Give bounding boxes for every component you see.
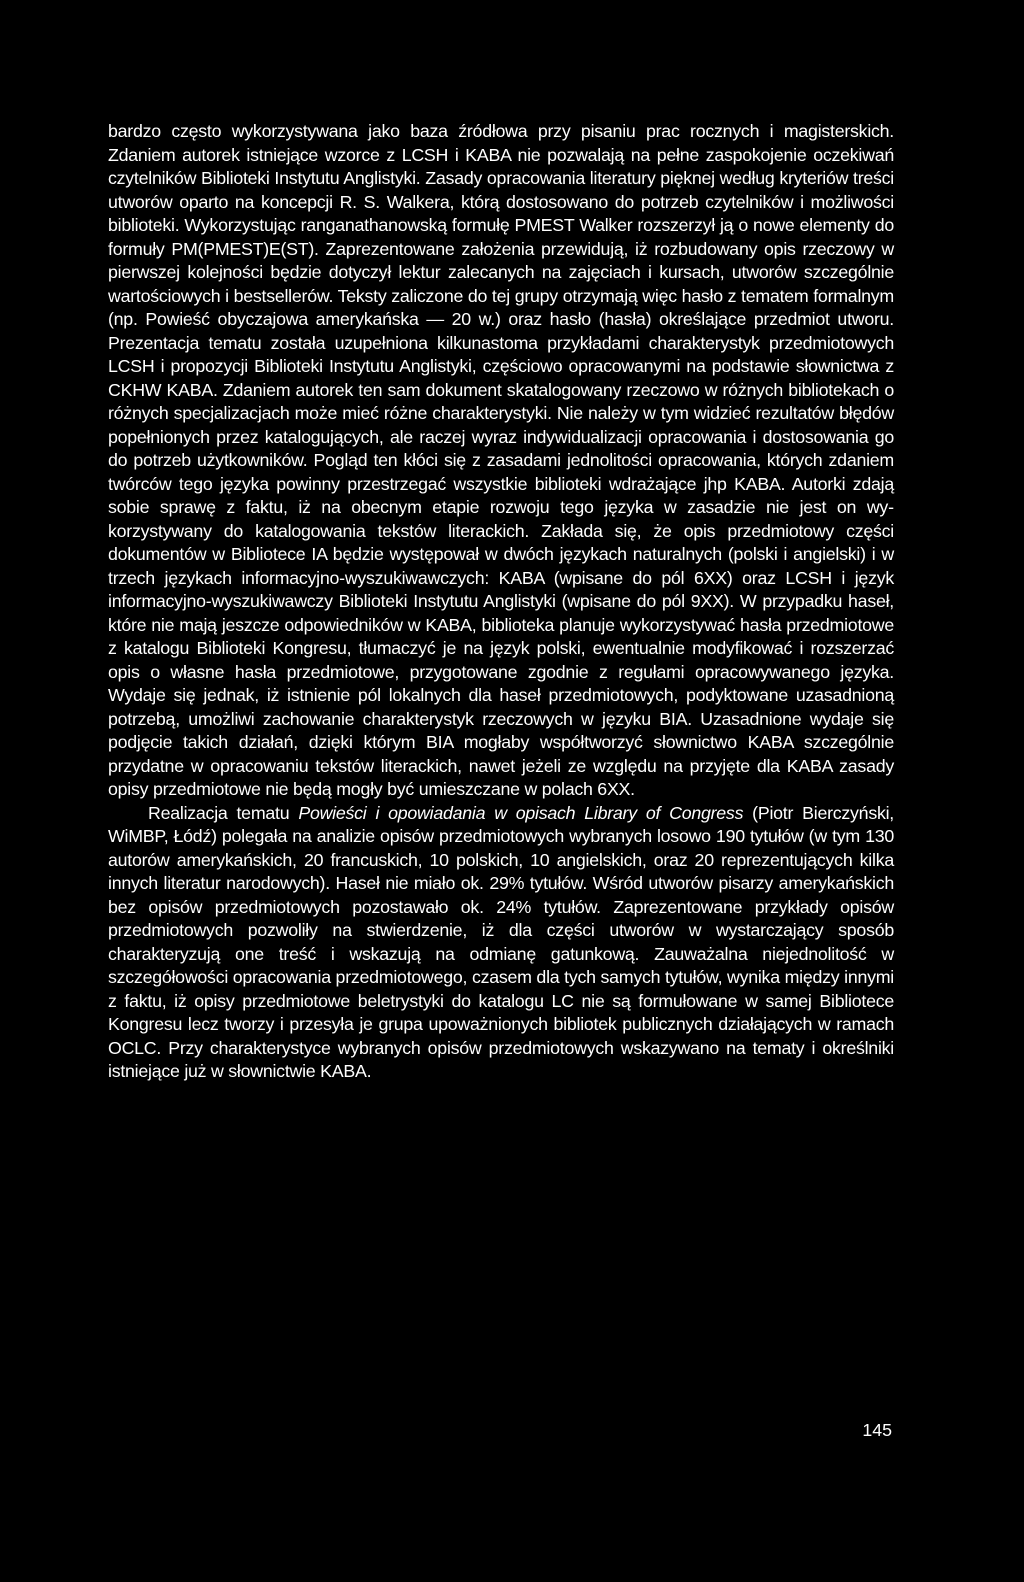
italic-title: Powieści i opowiadania w opisach Library of Congress — [298, 802, 744, 823]
page-number: 145 — [862, 1420, 892, 1440]
page-body — [108, 120, 894, 1084]
paragraph-text: (Piotr Bierczyński, WiMBP, Łódź) polegała na analizie opisów przedmiotowych wybranych losowo 190 tytułów (w tym 130 autorów amerykańskich, 20 francuskich, 10 polskich, 10 angielskich, oraz 20 reprezentujących kilka innych literatur narodowych). Haseł nie miało ok. 29% tytułów. Wśród utworów pisarzy amerykańskich bez opisów przedmiotowych pozostawało ok. 24% tytułów. Zaprezentowane przykłady opisów przedmiotowych pozwoliły na stwierdzenie, iż dla części utworów w wystarczający sposób charakteryzują one treść i wskazują na odmianę gatunkową. Zauważalna niejednolitość w szczegółowości opracowania przedmiotowego, czasem dla tych samych tytułów, wynika między innymi z faktu, iż opisy przedmiotowe beletrystyki do katalogu LC nie są formułowane w samej Bibliotece Kongresu lecz tworzy i przesyła je grupa upoważnionych bibliotek publicznych działających w ramach OCLC. Przy charakterystyce wybranych opisów przedmiotowych wskazywano na tematy i określniki istniejące już w słownictwie KABA. — [108, 802, 894, 1081]
paragraph-text: Realizacja tematu — [148, 802, 299, 823]
paragraph — [108, 802, 894, 1084]
paragraph: bardzo często wykorzystywana jako baza źródłowa przy pisaniu prac rocznych i magisterskich. Zdaniem autorek istniejące wzorce z LCSH i KABA nie pozwalają na pełne zaspokojenie oczekiwań czytelników Biblioteki Instytutu Anglistyki. Zasady opracowania literatury pięknej według kryteriów treści utworów oparto na koncepcji R. S. Walkera, którą dostosowano do potrzeb czytelników i możliwości biblioteki. Wykorzystując ranganathanowską formułę PMEST Walker rozszerzył ją o nowe elementy do formuły PM(PMEST)E(ST). Zaprezentowane założenia przewidują, iż rozbudowany opis rzeczowy w pierwszej kolejności będzie dotyczył lektur zalecanych na zajęciach i kursach, utworów szczególnie wartościowych i bestsellerów. Teksty zaliczone do tej grupy otrzymają więc hasło z tematem formalnym (np. Powieść obyczajowa amerykańska — 20 w.) oraz hasło (hasła) określające przedmiot utworu. Prezentacja tematu została uzupełniona kilkunastoma przykładami charakterystyk przedmiotowych LCSH i propozycji Biblioteki Instytutu Anglistyki, częściowo opracowanymi na podstawie słownictwa z CKHW KABA. Zdaniem autorek ten sam dokument skatalogowany rzeczowo w różnych bibliotekach o różnych specjalizacjach może mieć różne charakterystyki. Nie należy w tym widzieć rezultatów błędów popełnionych przez katalogujących, ale raczej wyraz indywidualizacji opracowania i dostosowania go do potrzeb użytkowników. Pogląd ten kłóci się z zasadami jednolitości opracowania, których zdaniem twórców tego języka powinny przestrzegać wszystkie biblioteki wdrażające jhp KABA. Autorki zdają sobie sprawę z faktu, iż na obecnym etapie rozwoju tego języka w zasadzie nie jest on wykorzystywany do katalogowania tekstów literackich. Zakłada się, że opis przedmiotowy części dokumentów w Bibliotece IA będzie występował w dwóch językach naturalnych (polski i angielski) i w trzech językach informacyjno-wyszukiwawczych: KABA (wpisane do pól 6XX) oraz LCSH i język informacyjno-wyszukiwawczy Biblioteki Instytutu Anglistyki (wpisane do pól 9XX). W przypadku haseł, które nie mają jeszcze odpowiedników w KABA, biblioteka planuje wykorzystywać hasła przedmiotowe z katalogu Biblioteki Kongresu, tłumaczyć je na język polski, ewentualnie modyfikować i rozszerzać opis o własne hasła przedmiotowe, przygotowane zgodnie z regułami opracowywanego języka. Wydaje się jednak, iż istnienie pól lokalnych dla haseł przedmiotowych, podyktowane uzasadnioną potrzebą, umożliwi zachowanie charakterystyk rzeczowych w języku BIA. Uzasadnione wydaje się podjęcie takich działań, dzięki którym BIA mogłaby współtworzyć słownictwo KABA szczególnie przydatne w opracowaniu tekstów literackich, nawet jeżeli ze względu na przyjęte dla KABA zasady opisy przedmiotowe nie będą mogły być umieszczane w polach 6XX. — [108, 121, 894, 799]
